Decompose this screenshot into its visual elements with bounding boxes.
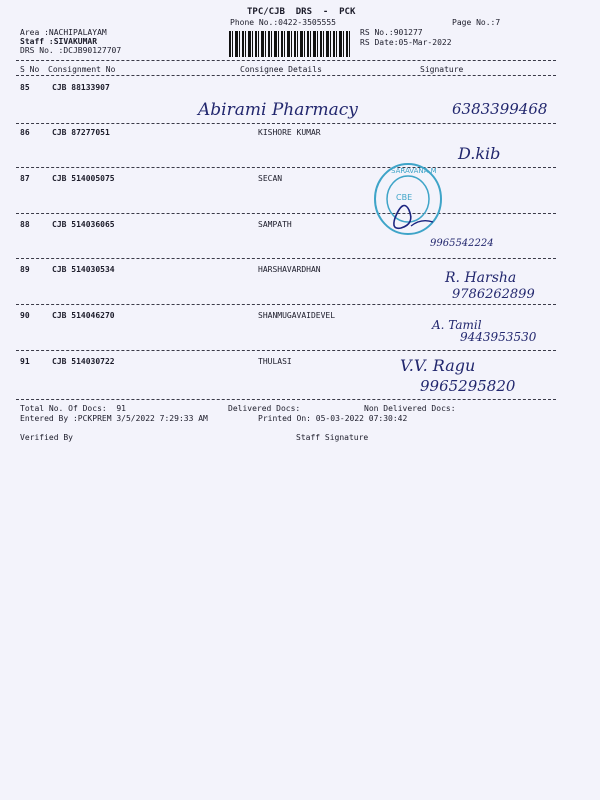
handwritten-signature: R. Harsha (445, 270, 517, 286)
handwritten-phone: 9443953530 (460, 330, 537, 344)
divider (16, 213, 556, 214)
row-consignment: CJB 88133907 (52, 83, 110, 92)
verified-by: Verified By (20, 433, 73, 442)
row-s-no: 91 (20, 357, 30, 366)
stamp-text: SARAVANA M (391, 167, 437, 175)
col-s-no: S No (20, 65, 40, 74)
row-consignment: CJB 514030722 (52, 357, 115, 366)
total-docs: Total No. Of Docs: 91 (20, 404, 126, 413)
divider (16, 60, 556, 61)
rs-number: RS No.:901277 (360, 28, 423, 37)
row-s-no: 85 (20, 83, 30, 92)
divider (16, 75, 556, 76)
col-consignee-details: Consignee Details (240, 65, 322, 74)
handwritten-phone: 9786262899 (452, 287, 535, 302)
divider (16, 258, 556, 259)
page-number: Page No.:7 (452, 18, 501, 27)
divider (16, 350, 556, 351)
divider (16, 304, 556, 305)
row-consignment: CJB 87277051 (52, 128, 110, 137)
row-consignment: CJB 514005075 (52, 174, 115, 183)
row-consignment: CJB 514030534 (52, 265, 115, 274)
delivered-docs: Delivered Docs: (228, 404, 301, 413)
stamp-center-text: CBE (396, 193, 413, 202)
col-signature: Signature (420, 65, 464, 74)
handwritten-signature: D.kib (458, 144, 501, 163)
row-s-no: 87 (20, 174, 30, 183)
row-consignment: CJB 514036065 (52, 220, 115, 229)
row-consignee: SHANMUGAVAIDEVEL (258, 311, 336, 320)
row-s-no: 90 (20, 311, 30, 320)
area-label: Area :NACHIPALAYAM (20, 28, 107, 37)
staff-label: Staff :SIVAKUMAR (20, 37, 98, 46)
divider (16, 399, 556, 400)
row-s-no: 89 (20, 265, 30, 274)
barcode (229, 31, 351, 57)
entered-by: Entered By :PCKPREM 3/5/2022 7:29:33 AM (20, 414, 208, 423)
non-delivered-docs: Non Delivered Docs: (364, 404, 456, 413)
divider (16, 167, 556, 168)
courier-stamp (371, 160, 445, 238)
col-consignment-no: Consignment No (48, 65, 116, 74)
handwritten-phone: 9965295820 (420, 377, 516, 395)
row-s-no: 88 (20, 220, 30, 229)
handwritten-phone: 9965542224 (430, 238, 494, 249)
signature-scribble (394, 206, 411, 229)
phone-number: Phone No.:0422-3505555 (230, 18, 336, 27)
document-title: TPC/CJB DRS - PCK (247, 7, 356, 17)
row-consignee: SECAN (258, 174, 283, 183)
handwritten-signature: A. Tamil (432, 318, 482, 332)
handwritten-phone: 6383399468 (452, 100, 548, 118)
staff-signature: Staff Signature (296, 433, 369, 442)
row-s-no: 86 (20, 128, 30, 137)
divider (16, 123, 556, 124)
drs-number: DRS No. :DCJB90127707 (20, 46, 122, 55)
row-consignee: THULASI (258, 357, 292, 366)
handwritten-name: Abirami Pharmacy (198, 100, 358, 120)
row-consignee: SAMPATH (258, 220, 292, 229)
handwritten-signature: V.V. Ragu (400, 356, 476, 375)
row-consignee: HARSHAVARDHAN (258, 265, 321, 274)
row-consignment: CJB 514046270 (52, 311, 115, 320)
row-consignee: KISHORE KUMAR (258, 128, 321, 137)
rs-date: RS Date:05-Mar-2022 (360, 38, 452, 47)
printed-on: Printed On: 05-03-2022 07:30:42 (258, 414, 408, 423)
